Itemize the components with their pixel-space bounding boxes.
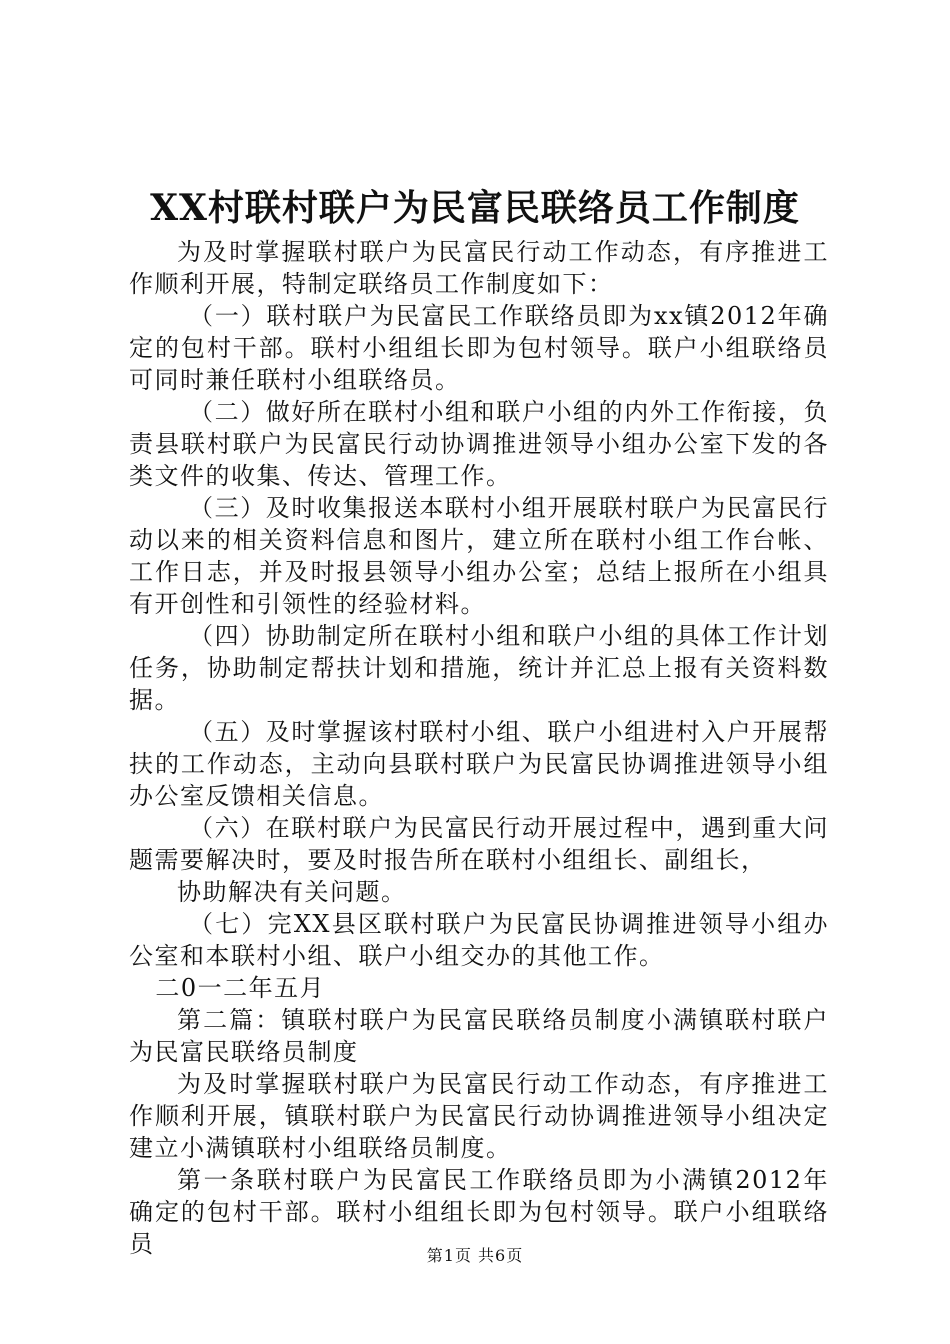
paragraph-item-5: （五）及时掌握该村联村小组、联户小组进村入户开展帮扶的工作动态，主动向县联村联户为民富民协调推进领导小组办公室反馈相关信息。 <box>129 718 829 810</box>
paragraph-item-6: （六）在联村联户为民富民行动开展过程中，遇到重大问题需要解决时，要及时报告所在联村小组组长、副组长， <box>129 814 829 874</box>
paragraph-article-1: 第一条联村联户为民富民工作联络员即为小满镇2012年确定的包村干部。联村小组组长即为包村领导。联户小组联络员 <box>129 1166 829 1258</box>
paragraph-item-7: （七）完XX县区联村联户为民富民协调推进领导小组办公室和本联村小组、联户小组交办的其他工作。 <box>129 910 829 970</box>
paragraph-item-2: （二）做好所在联村小组和联户小组的内外工作衔接，负责县联村联户为民富民行动协调推进领导小组办公室下发的各类文件的收集、传达、管理工作。 <box>129 398 829 490</box>
paragraph-intro: 为及时掌握联村联户为民富民行动工作动态，有序推进工作顺利开展，特制定联络员工作制度如下： <box>129 238 829 298</box>
paragraph-item-3: （三）及时收集报送本联村小组开展联村联户为民富民行动以来的相关资料信息和图片，建立所在联村小组工作台帐、工作日志，并及时报县领导小组办公室；总结上报所在小组具有开创性和引领性的经验材料。 <box>129 494 829 618</box>
paragraph-item-4: （四）协助制定所在联村小组和联户小组的具体工作计划任务，协助制定帮扶计划和措施，统计并汇总上报有关资料数据。 <box>129 622 829 714</box>
paragraph-item-1: （一）联村联户为民富民工作联络员即为xx镇2012年确定的包村干部。联村小组组长即为包村领导。联户小组联络员可同时兼任联村小组联络员。 <box>129 302 829 394</box>
document-body <box>129 236 829 1260</box>
paragraph-item-6-cont: 协助解决有关问题。 <box>177 878 407 906</box>
paragraph-second-intro: 为及时掌握联村联户为民富民行动工作动态，有序推进工作顺利开展，镇联村联户为民富民行动协调推进领导小组决定建立小满镇联村小组联络员制度。 <box>129 1070 829 1162</box>
paragraph-date: 二0一二年五月 <box>155 974 326 1002</box>
page-footer: 第1页 共6页 <box>426 1246 524 1265</box>
document-title: XX村联村联户为民富民联络员工作制度 <box>150 187 800 229</box>
paragraph-second-title: 第二篇：镇联村联户为民富民联络员制度小满镇联村联户为民富民联络员制度 <box>129 1006 829 1066</box>
